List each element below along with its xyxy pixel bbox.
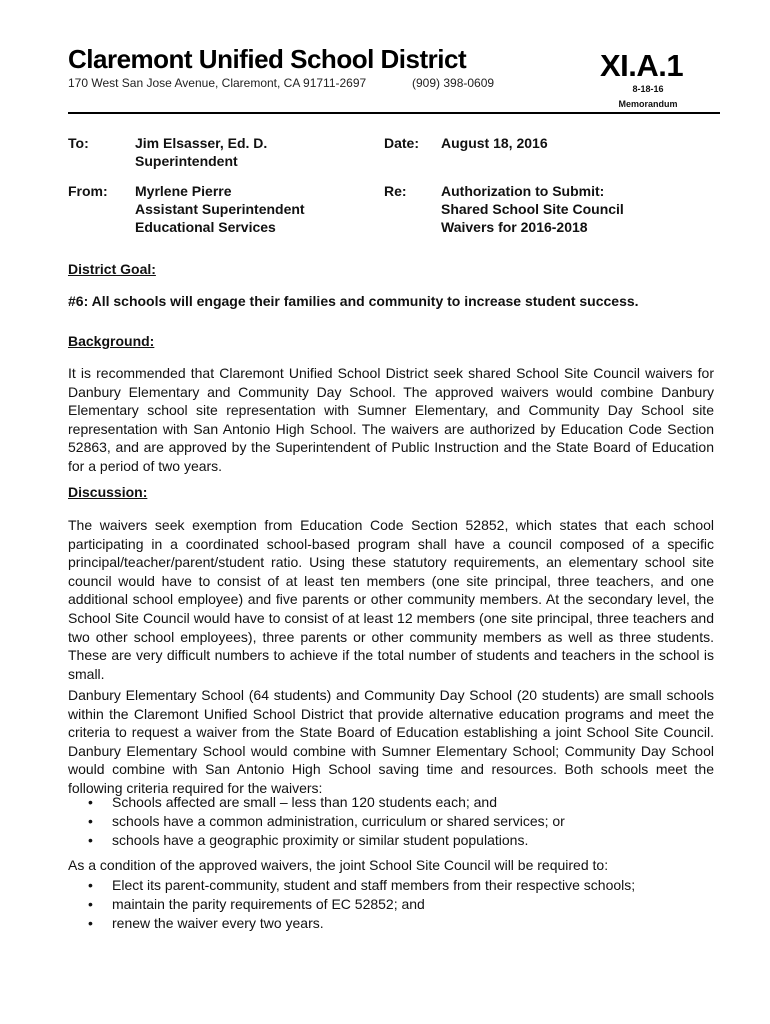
discussion-heading: Discussion:: [68, 484, 148, 500]
from-label: From:: [68, 183, 108, 199]
to-line: Jim Elsasser, Ed. D.: [135, 135, 268, 151]
background-paragraph: It is recommended that Claremont Unified School District seek shared School Site Council waivers for Danbury Elementary and Community Day School. The approved waivers would combine Danbury Elementary school site representation with Sumner Elementary, and Community Day School site representation with San Antonio High School. The waivers are authorized by Education Code Section 52863, and are approved by the Superintendent of Public Instruction and the State Board of Education for a period of two years.: [68, 365, 714, 474]
district-name: Claremont Unified School District: [68, 44, 467, 74]
list-item: • schools have a geographic proximity or similar student populations.: [88, 831, 565, 850]
from-line: Assistant Superintendent: [135, 201, 305, 217]
agenda-type: Memorandum: [618, 99, 678, 109]
requirements-list: [88, 876, 635, 933]
from-sender: [135, 182, 305, 236]
criteria-list: [88, 793, 565, 850]
re-line: Waivers for 2016-2018: [441, 219, 588, 235]
district-phone: (909) 398-0609: [412, 76, 495, 90]
to-label: To:: [68, 135, 89, 151]
header-divider: [68, 112, 720, 114]
list-item: • Schools affected are small – less than 120 students each; and: [88, 793, 565, 812]
re-label: Re:: [384, 183, 407, 199]
date-label: Date:: [384, 135, 420, 151]
list-item: • schools have a common administration, curriculum or shared services; or: [88, 812, 565, 831]
list-item: • maintain the parity requirements of EC 52852; and: [88, 895, 635, 914]
agenda-item-code: XI.A.1: [600, 48, 684, 83]
to-recipient: [135, 134, 267, 170]
from-line: Educational Services: [135, 219, 276, 235]
agenda-date: 8-18-16: [632, 84, 664, 94]
re-subject: [441, 182, 624, 236]
from-line: Myrlene Pierre: [135, 183, 232, 199]
re-line: Shared School Site Council: [441, 201, 624, 217]
discussion-paragraph-2: Danbury Elementary School (64 students) and Community Day School (20 students) are small schools within the Claremont Unified School District that provide alternative education programs and meet the criteria to request a waiver from the State Board of Education establishing a joint School Site Council. Danbury Elementary School would combine with Sumner Elementary School; Community Day School would combine with San Antonio High School saving time and resources. Both schools meet the following criteria required for the waivers:: [68, 687, 714, 796]
date-value: August 18, 2016: [441, 135, 548, 151]
re-line: Authorization to Submit:: [441, 183, 605, 199]
district-goal-heading: District Goal:: [68, 261, 156, 277]
list-item: • Elect its parent-community, student and staff members from their respective schools;: [88, 876, 635, 895]
discussion-paragraph-1: The waivers seek exemption from Education Code Section 52852, which states that each school participating in a coordinated school-based program shall have a council composed of a specific principal/teacher/parent/student ratio. Using these statutory requirements, an elementary school site council would have to consist of at least ten members (one site principal, three teachers, and one additional school employee) and five parents or other community members. At the secondary level, the School Site Council would have to consist of at least 12 members (one site principal, three teachers and two other school employees), three parents or other community members as well as three students. These are very difficult numbers to achieve if the total number of students and teachers in the school is small.: [68, 517, 714, 682]
background-heading: Background:: [68, 333, 155, 349]
list-item: • renew the waiver every two years.: [88, 914, 635, 933]
district-goal-text: #6: All schools will engage their families and community to increase student success.: [68, 293, 639, 309]
district-address: 170 West San Jose Avenue, Claremont, CA 91711-2697: [68, 76, 367, 90]
to-line: Superintendent: [135, 153, 238, 169]
discussion-paragraph-3: As a condition of the approved waivers, the joint School Site Council will be required to:: [68, 857, 609, 873]
